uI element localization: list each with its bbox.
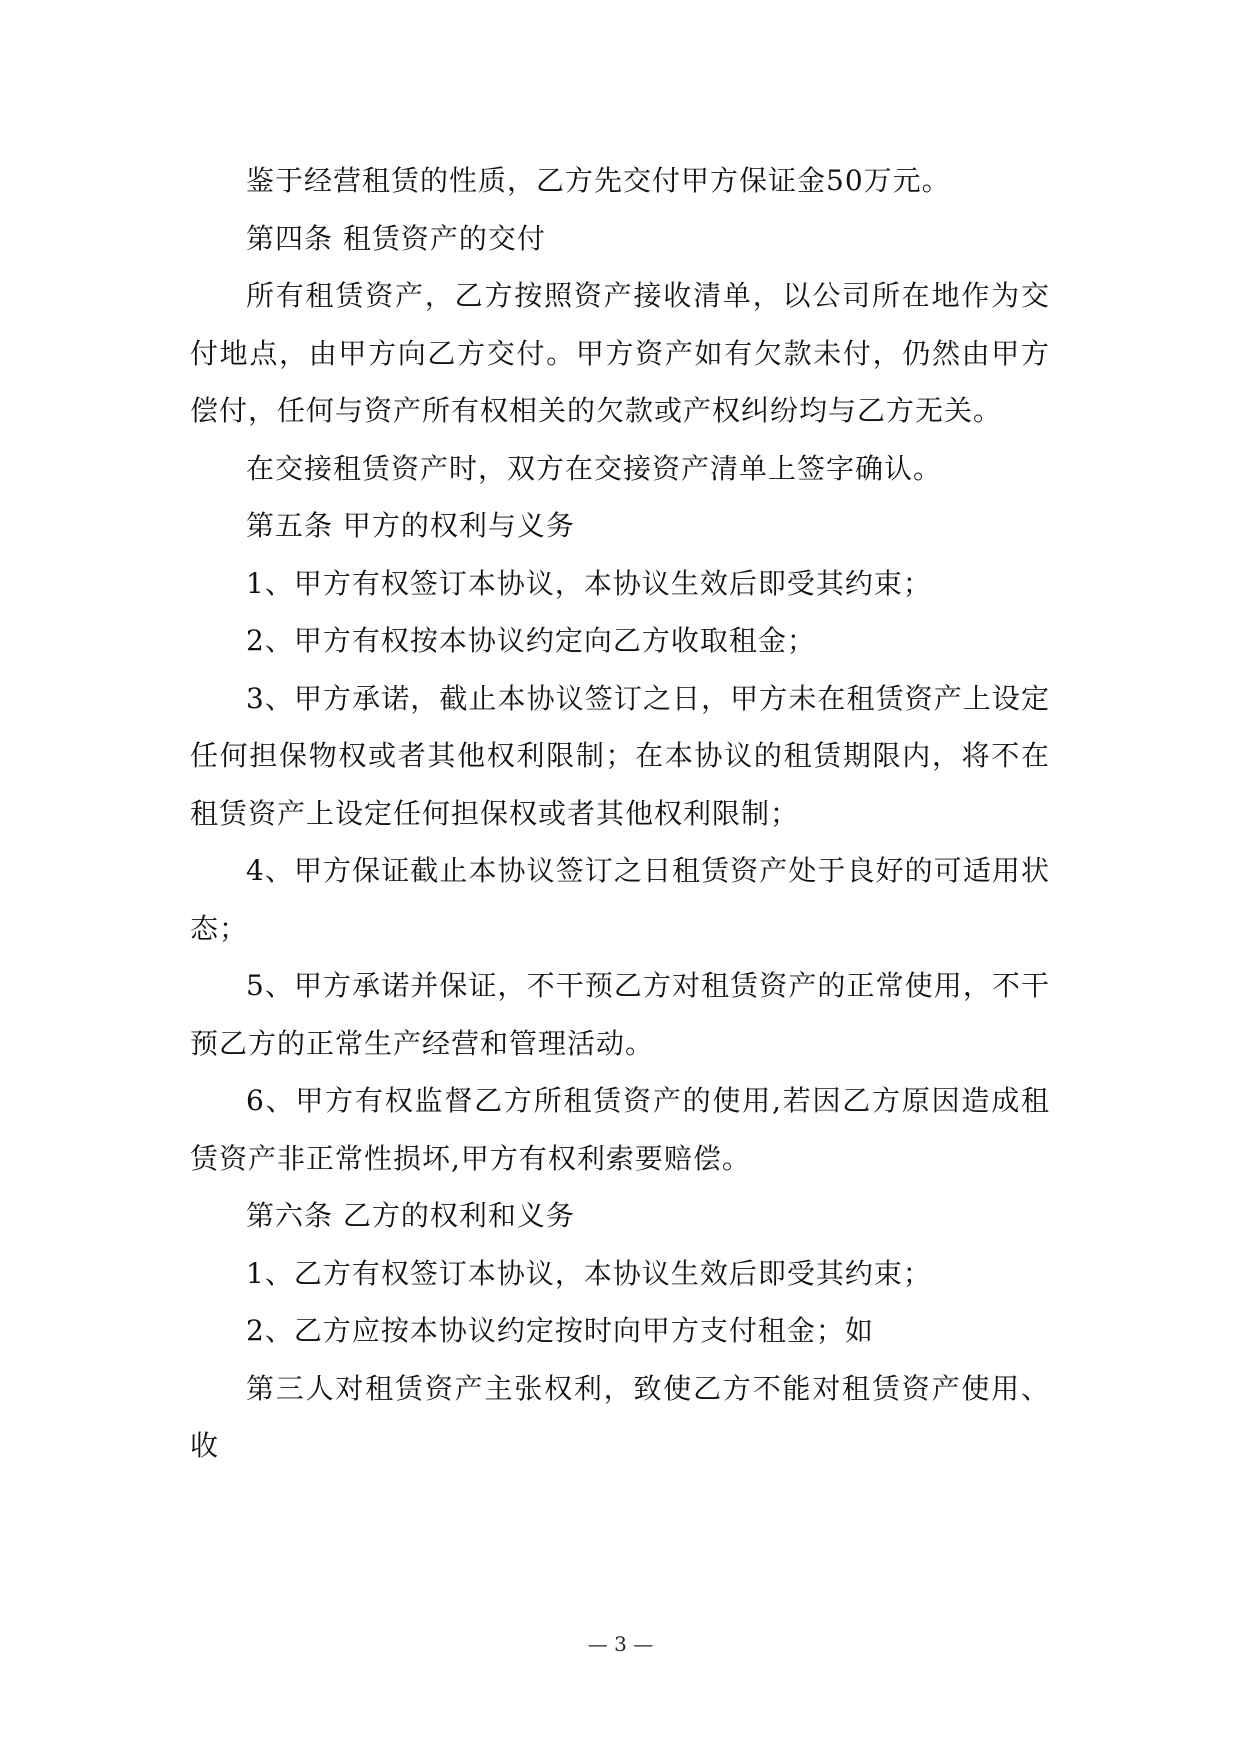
party-a-clause-6: 6、甲方有权监督乙方所租赁资产的使用,若因乙方原因造成租赁资产非正常性损坏,甲方有权利索要赔偿。 xyxy=(190,1084,1050,1175)
party-a-clause-2: 2、甲方有权按本协议约定向乙方收取租金； xyxy=(246,624,816,657)
page-number: — 3 — xyxy=(587,1632,654,1656)
party-a-clause-1: 1、甲方有权签订本协议，本协议生效后即受其约束； xyxy=(246,566,932,600)
article-6-heading: 第六条 乙方的权利和义务 xyxy=(246,1199,575,1232)
paragraph-deposit: 鉴于经营租赁的性质，乙方先交付甲方保证金50万元。 xyxy=(246,164,951,197)
paragraph-third-party-claims: 第三人对租赁资产主张权利，致使乙方不能对租赁资产使用、收 xyxy=(190,1371,1050,1462)
document-body xyxy=(190,152,1050,1475)
party-a-clause-3: 3、甲方承诺，截止本协议签订之日，甲方未在租赁资产上设定任何担保物权或者其他权利限制；在本协议的租赁期限内，将不在租赁资产上设定任何担保权或者其他权利限制； xyxy=(190,681,1050,830)
paragraph-asset-delivery: 所有租赁资产，乙方按照资产接收清单，以公司所在地作为交付地点，由甲方向乙方交付。甲方资产如有欠款未付，仍然由甲方偿付，任何与资产所有权相关的欠款或产权纠纷均与乙方无关。 xyxy=(190,279,1050,427)
party-b-clause-2: 2、乙方应按本协议约定按时向甲方支付租金；如 xyxy=(246,1314,874,1347)
party-a-clause-4: 4、甲方保证截止本协议签订之日租赁资产处于良好的可适用状态； xyxy=(190,854,1050,945)
party-b-clause-1: 1、乙方有权签订本协议，本协议生效后即受其约束； xyxy=(246,1256,932,1290)
paragraph-handover-signing: 在交接租赁资产时，双方在交接资产清单上签字确认。 xyxy=(246,451,943,485)
article-4-heading: 第四条 租赁资产的交付 xyxy=(246,221,546,255)
article-5-heading: 第五条 甲方的权利与义务 xyxy=(246,509,575,542)
party-a-clause-5: 5、甲方承诺并保证，不干预乙方对租赁资产的正常使用，不干预乙方的正常生产经营和管理活动。 xyxy=(190,969,1050,1060)
